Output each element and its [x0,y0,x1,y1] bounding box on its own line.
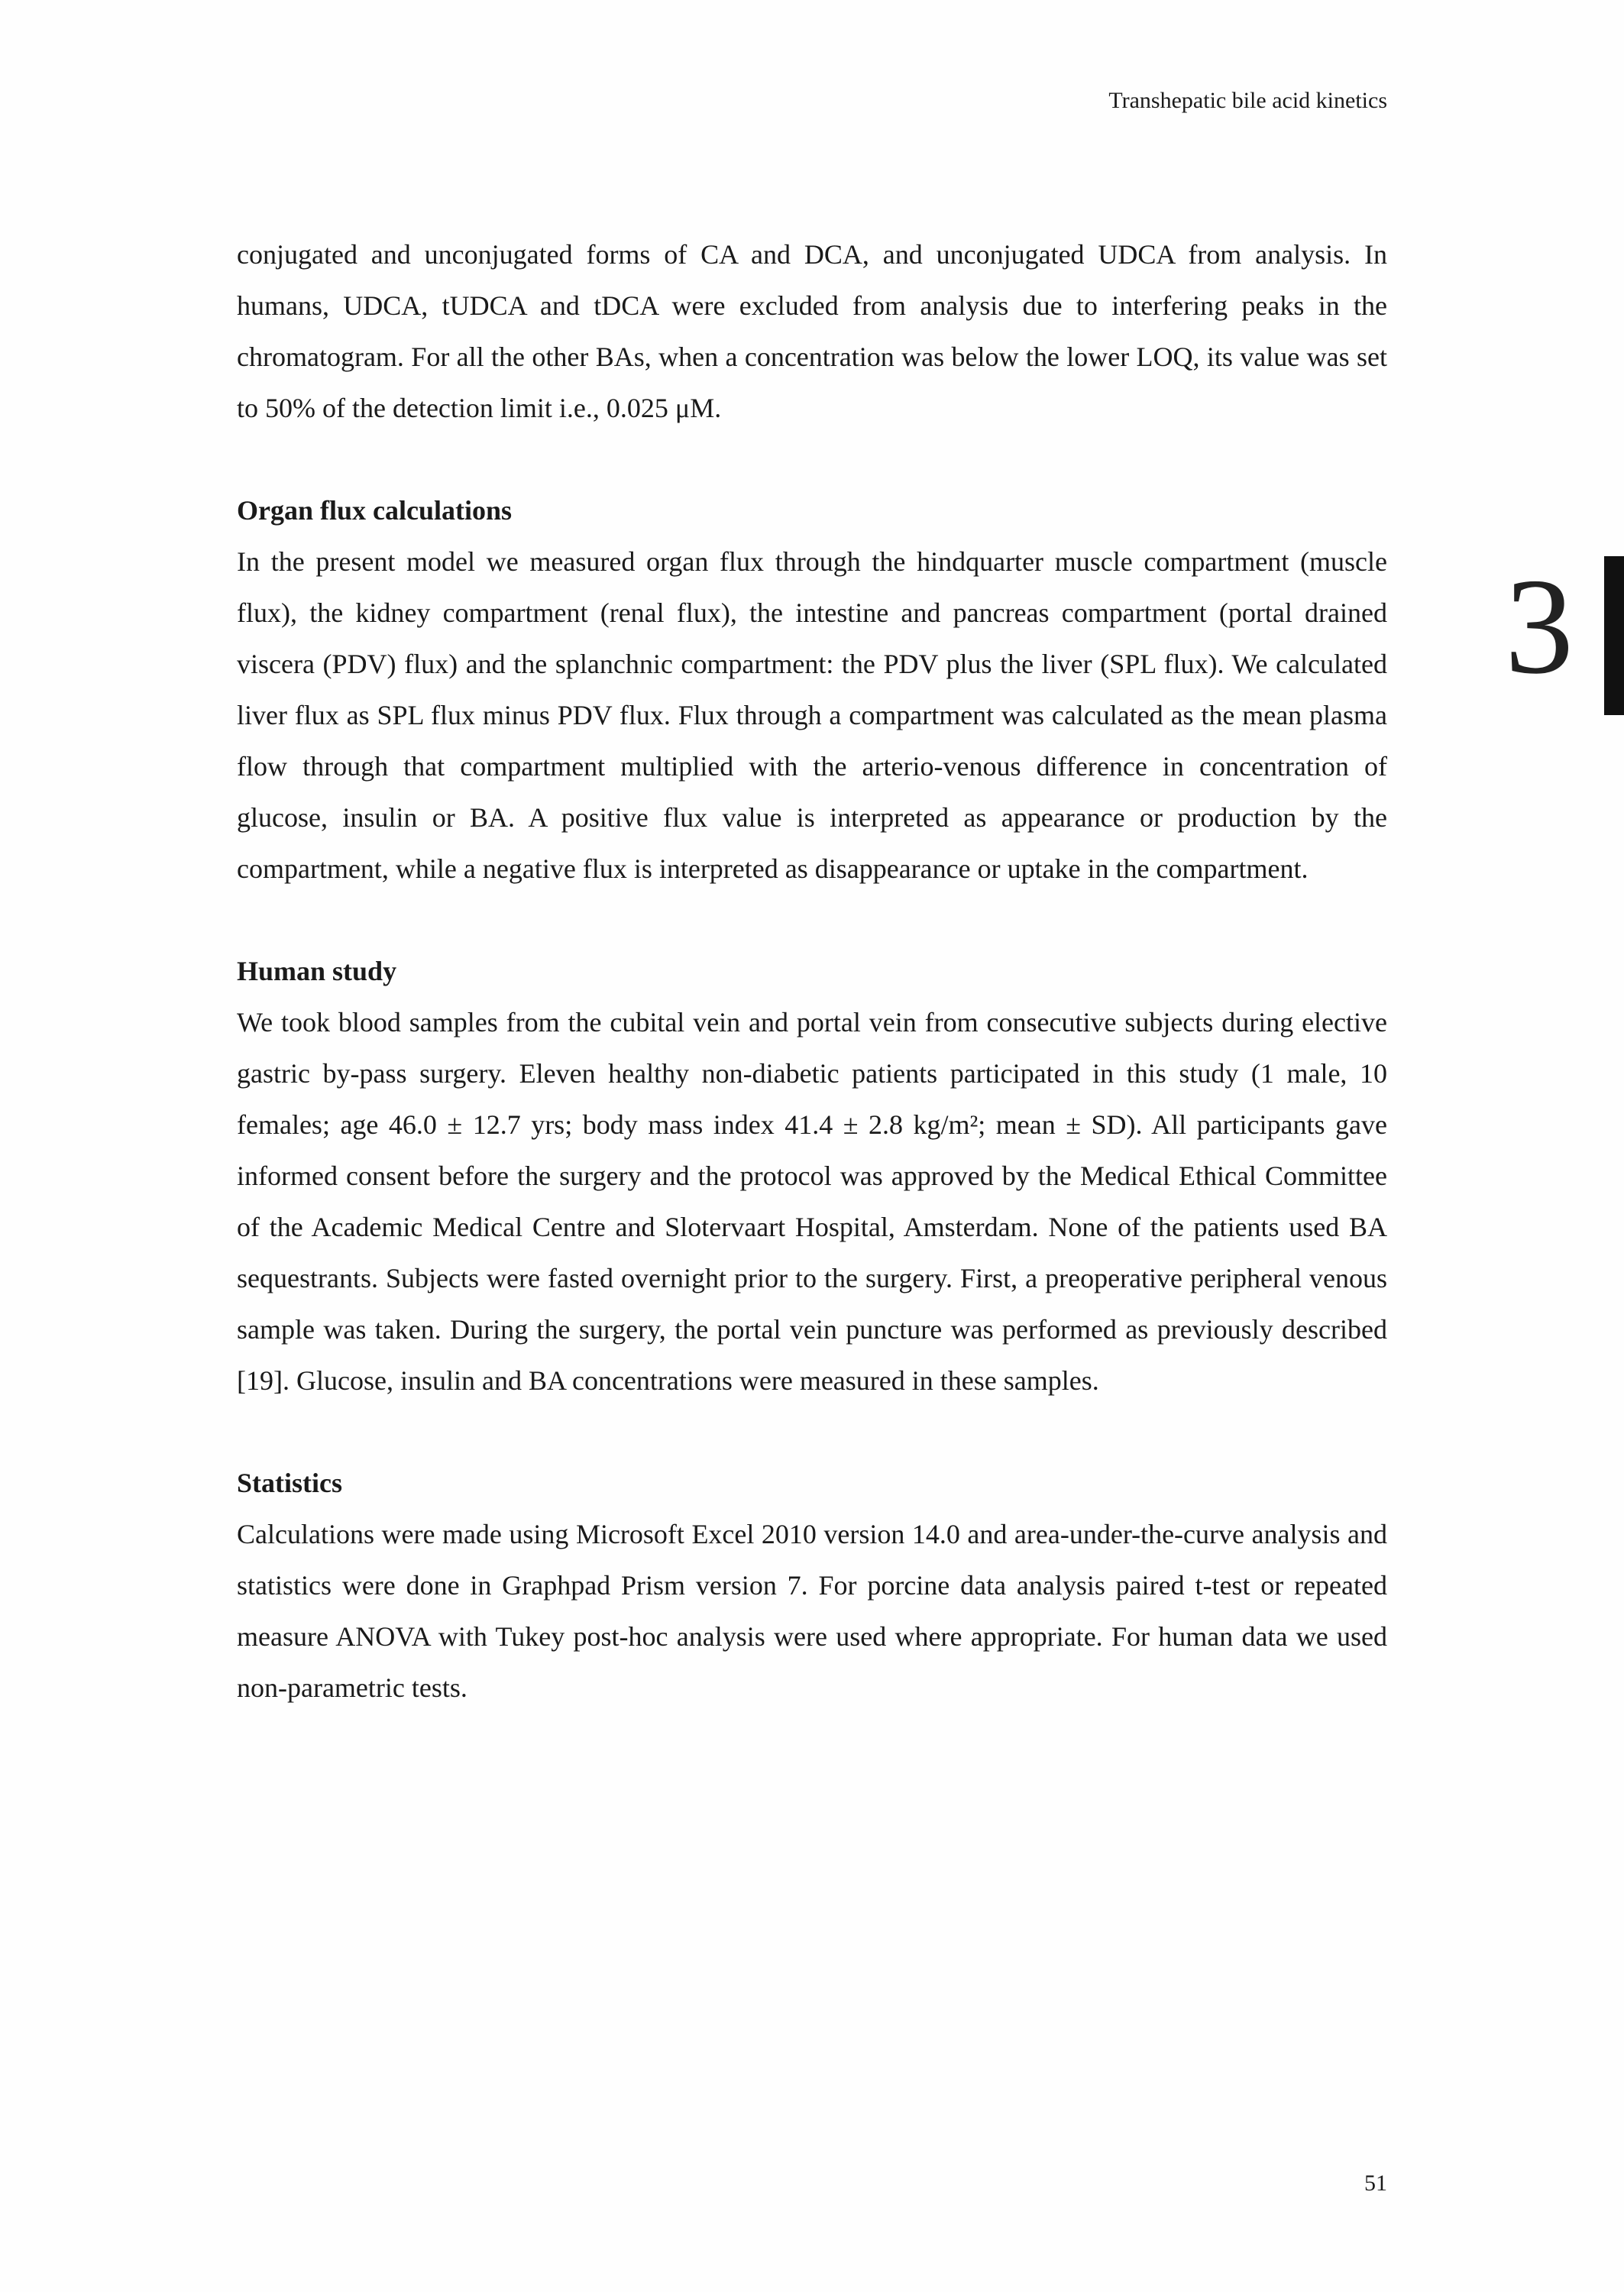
section-body-organ-flux: In the present model we measured organ flux through the hindquarter muscle compartment (muscle flux), the kidney compartment (renal flux), the intestine and pancreas compartment (portal drained viscera (PDV) flux) and the splanchnic compartment: the PDV plus the liver (SPL flux). We calculated liver flux as SPL flux minus PDV flux. Flux through a compartment was calculated as the mean plasma flow through that compartment multiplied with the arterio-venous difference in concentration of glucose, insulin or BA. A positive flux value is interpreted as appearance or production by the compartment, while a negative flux is interpreted as disappearance or uptake in the compartment. [237,546,1387,884]
section-heading-statistics: Statistics [237,1468,342,1498]
page-number: 51 [1364,2171,1387,2196]
section-body-human-study: We took blood samples from the cubital vein and portal vein from consecutive subjects during elective gastric by-pass surgery. Eleven healthy non-diabetic patients participated in this study (1 male, 10 females; age 46.0 ± 12.7 yrs; body mass index 41.4 ± 2.8 kg/m²; mean ± SD). All participants gave informed consent before the surgery and the protocol was approved by the Medical Ethical Committee of the Academic Medical Centre and Slotervaart Hospital, Amsterdam. None of the patients used BA sequestrants. Subjects were fasted overnight prior to the surgery. First, a preoperative peripheral venous sample was taken. During the surgery, the portal vein puncture was performed as previously described [19]. Glucose, insulin and BA concentrations were measured in these samples. [237,1007,1387,1396]
chapter-number: 3 [1505,550,1574,702]
section-heading-organ-flux: Organ flux calculations [237,495,513,526]
chapter-tab-bar [1604,556,1624,715]
running-header: Transhepatic bile acid kinetics [1108,88,1387,113]
paragraph-continuation: conjugated and unconjugated forms of CA and DCA, and unconjugated UDCA from analysis. In humans, UDCA, tUDCA and tDCA were excluded from analysis due to interfering peaks in the chromatogram. For all the other BAs, when a concentration was below the lower LOQ, its value was set to 50% of the detection limit i.e., 0.025 μM. [237,239,1387,423]
section-body-statistics: Calculations were made using Microsoft Excel 2010 version 14.0 and area-under-the-curve analysis and statistics were done in Graphpad Prism version 7. For porcine data analysis paired t-test or repeated measure ANOVA with Tukey post-hoc analysis were used where appropriate. For human data we used non-parametric tests. [237,1519,1387,1703]
page-content [237,229,1387,1714]
section-human-study [237,946,1387,1407]
section-statistics [237,1458,1387,1714]
section-organ-flux-calculations [237,485,1387,895]
section-heading-human-study: Human study [237,956,397,986]
